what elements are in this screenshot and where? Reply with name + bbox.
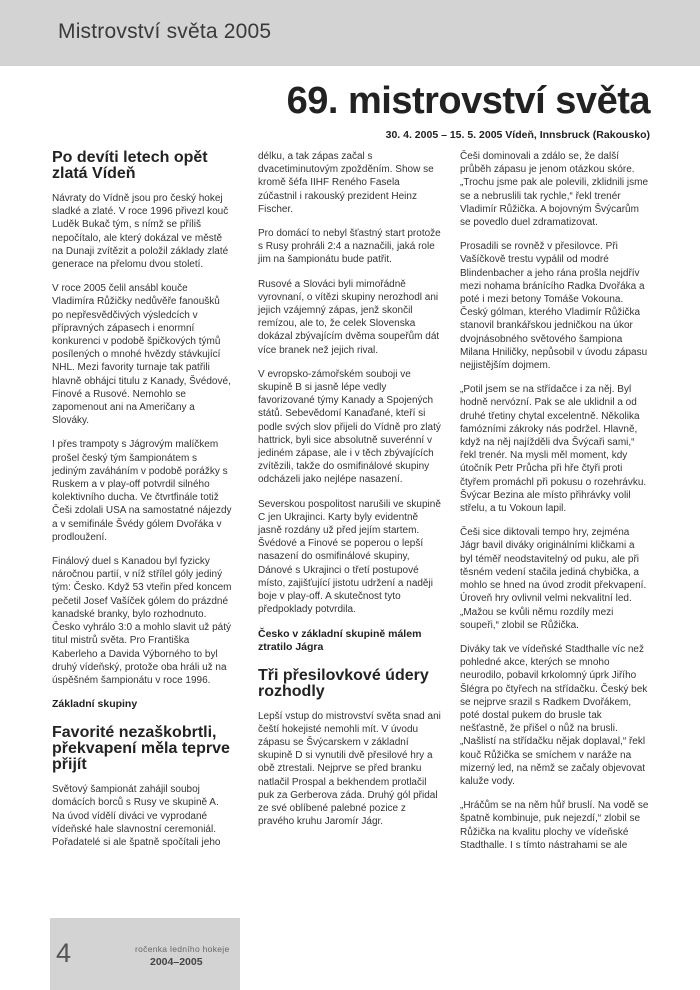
paragraph: „Potil jsem se na střídačce i za něj. Byl hodně nervózní. Pak se ale uklidnil a od druhé třetiny chytal excelentně. Několika famózními zákroky nás podržel. Hlavně, když na něj najížděli dva Švýcaři sami,“ řekl trenér. Na mysli měl moment, kdy útočník Petr Průcha při hře čtyři proti čtyřem promáchl při pokusu o rozehrávku. Švýcar Bezina ale místo přihrávky volil střelu, a tu Vokoun lapil.	[460, 384, 647, 515]
series-title: Mistrovství světa 2005	[58, 20, 272, 43]
section-heading: Po devíti letech opět zlatá Vídeň	[52, 149, 208, 182]
paragraph: I přes trampoty s Jágrovým malíčkem prošel český tým šampionátem s jediným zaváháním v podobě porážky s Ruskem a v play-off potvrdil silného kolektivního ducha. Ve čtvrtfinále totiž Češi zdolali USA na samostatné nájezdy a v semifinále Švédy gólem Dvořáka v prodloužení.	[52, 439, 232, 543]
paragraph: Pro domácí to nebyl šťastný start protože s Rusy prohráli 2:4 a naznačili, jaká role jim na šampionátu bude patřit.	[258, 228, 441, 266]
paragraph: Severskou pospolitost narušili ve skupině C jen Ukrajinci. Karty byly evidentně jasně rozdány už před jejím startem. Švédové a Finové se poperou o lepší nasazení do osmifinálové skupiny, Dánové s Ukrajinci o třetí postupové místo, zajišťující jistotu udržení a naději boje v play-off. A skutečnost tyto předpoklady potvrdila.	[258, 498, 441, 616]
paragraph: délku, a tak zápas začal s dvacetiminutovým zpožděním. Show se kromě šéfa IIHF Reného Fasela zúčastnil i rakouský prezident Heinz Fischer.	[258, 151, 434, 215]
paragraph: Finálový duel s Kanadou byl fyzicky náročnou partií, v níž střílel góly jediný tým: Česko. Když 53 vteřin před koncem pečetil Josef Vašíček gólem do prázdné kanadské branky, bylo rozhodnuto. Česko vyhrálo 3:0 a mohlo slavit už pátý titul mistrů světa. Pro Františka Kaberleho a Davida Výborného to byl druhý vídeňský, protože oba hráli už na úspěšném šampionátu v roce 1996.	[52, 556, 232, 686]
section-heading: Tři přesilovkové údery rozhodly	[258, 666, 429, 700]
paragraph: V evropsko-zámořském souboji ve skupině B si jasně lépe vedly favorizované týmy Kanady a Spojených států. Sebevědomí Kanaďané, kteří si podle svých slov přijeli do Vídně pro zlatý hattrick, byli sice absolutně suverénní v jediném zápase, ale i v těch zbývajících zvítězili, takže do osmifinálové skupiny odcházeli jako nejlépe nasazení.	[258, 368, 441, 486]
section-heading: Favorité nezaškobrtli, překvapení měla teprve přijít	[52, 724, 230, 774]
paragraph: Diváky tak ve vídeňské Stadthalle víc než pohledné akce, kterých se mnoho neurodilo, pobavil krkolomný úprk Jiřího Šlégra po čtyřech na střídačku. Český bek se nejprve srazil s Radkem Dvořákem, poté dostal pukem do brusle tak nešťastně, že přišel o nůž na brusli. „Našlistí na střídačku nějak doplaval,“ řekl kouč Růžička se smíchem v naráže na mizerný led, na němž se začaly objevovat kaluže vody.	[460, 643, 648, 787]
text-column-1	[52, 150, 232, 860]
dateline: 30. 4. 2005 – 15. 5. 2005 Vídeň, Innsbruck (Rakousko)	[385, 129, 650, 141]
subheading: Základní skupiny	[52, 698, 138, 711]
paragraph: „Hráčům se na něm hůř bruslí. Na vodě se špatně kombinuje, puk nejezdí,“ zlobil se Růžička na kvalitu plochy ve vídeňské Stadthalle. I s tímto nástrahami se ale	[460, 800, 649, 851]
footer-years: 2004–2005	[150, 956, 203, 968]
paragraph: Prosadili se rovněž v přesilovce. Při Vašíčkově trestu vypálil od modré Blindenbacher a jeho rána prošla nejdřív mezi nohama bránícího Radka Dvořáka a poté i mezi betony Tomáše Vokouna. Český gólman, kterého Vladimír Růžička stanovil brankářskou jedničkou na úkor dvojnásobného světového šampiona Milana Hniličky, nepůsobil v úvodu zápasu nejjistějším dojmem.	[460, 241, 648, 372]
text-column-2	[258, 150, 441, 839]
footer-band	[50, 918, 240, 990]
page-number: 4	[56, 938, 72, 968]
text-column-3	[460, 150, 650, 863]
paragraph: Světový šampionát zahájil souboj domácích borců s Rusy ve skupině A. Na úvod vídělí diváci ve vyprodané vídeňské hale slavnostní ceremoniál. Pořadatelé si ale špatně spočítali jeho	[52, 784, 221, 848]
paragraph: Návraty do Vídně jsou pro český hokej sladké a zlaté. V roce 1996 přivezl kouč Luděk Bukač tým, s nímž se příliš nepočítalo, ale který dokázal ve městě na Dunaji zvítězit a položil základy zlaté generace na přelomu dvou století.	[52, 193, 229, 271]
paragraph: Češi dominovali a zdálo se, že další průběh zápasu je jenom otázkou skóre. „Trochu jsme pak ale polevili, zklidnili jsme se a nebruslili tak rychle,“ řekl trenér Vladimír Růžička. A bojovným Švýcarům se povedlo duel zdramatizovat.	[460, 151, 649, 229]
page-title: 69. mistrovství světa	[286, 80, 650, 122]
paragraph: Lepší vstup do mistrovství světa snad ani čeští hokejisté nemohli mít. V úvodu zápasu se Švýcarskem v základní skupině D si vynutili dvě přesilové hry a obě ztrestali. Nejprve se před branku natlačil Prospal a bekhendem protlačil puk za Gerberova záda. Druhý gól přidal ze své oblíbené palebné pozice z pravého kruhu Jaromír Jágr.	[258, 710, 441, 828]
footer-caption: ročenka ledního hokeje	[135, 944, 230, 954]
paragraph: Češi sice diktovali tempo hry, zejména Jágr bavil diváky originálními kličkami a byl téměř neodstavitelný od puku, ale při těsném vedení stačila jediná chybička, a mohlo se hned na úvod zrodit překvapení. Úroveň hry ovlivnil velmi nekvalitní led. „Mažou se kvůli němu rozdíly mezi soupeři,“ zlobil se Růžička.	[460, 527, 647, 631]
paragraph: Rusové a Slováci byli mimořádně vyrovnaní, o vítězi skupiny nerozhodl ani jejich vzájemný zápas, jenž skončil remízou, ale to, že celek Slovenska dokázal zbývajícím dvěma soupeřům dát více branek než jejich rival.	[258, 278, 440, 356]
subheading: Česko v základní skupině málem ztratilo Jágra	[258, 627, 422, 653]
paragraph: V roce 2005 čelil ansábl kouče Vladimíra Růžičky nedůvěře fanoušků po nepřesvědčivých výsledcích v přípravných zápasech i enormní konkurenci v podobě špičkových týmů posílených o mnohé hvězdy stávkující NHL. Mezi favority turnaje tak patřili hlavně obhájci titulu z Kanady, Švédové, Finové a Rusové. Nemohlo se zapomenout ani na Američany a Slováky.	[52, 283, 231, 427]
